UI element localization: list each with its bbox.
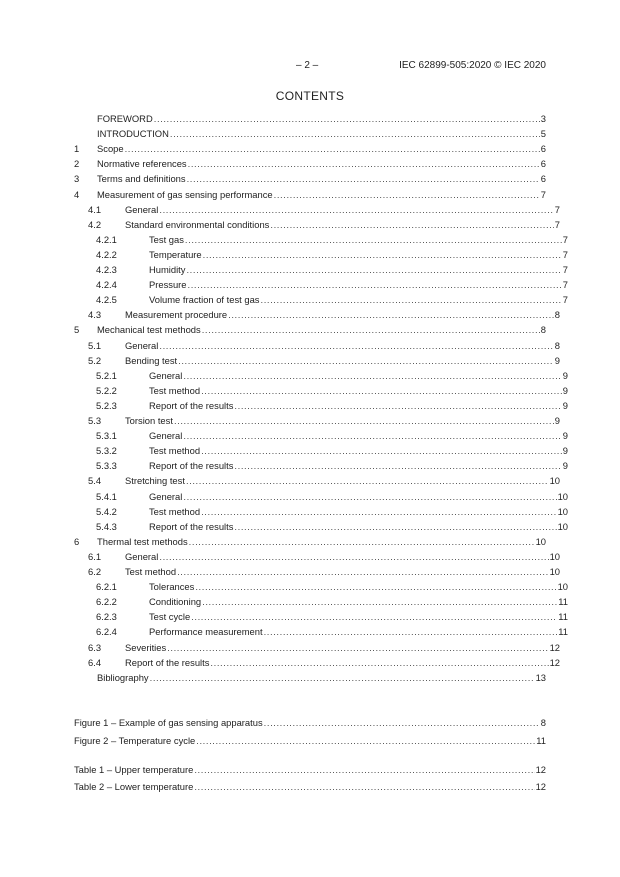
entry-number: 4.2.3 [96, 264, 117, 275]
entry-page-number: 10 [557, 581, 568, 593]
entry-number: 4.3 [88, 309, 102, 321]
entry-page-number: 9 [554, 354, 560, 366]
toc-entry[interactable] [74, 535, 546, 549]
entry-label: Humidity [149, 264, 186, 275]
entry-page-number: 9 [562, 384, 568, 396]
entry-label: Conditioning [149, 596, 202, 608]
dot-leader [188, 157, 540, 171]
toc-entry[interactable] [74, 429, 568, 443]
entry-page-number: 12 [549, 641, 560, 653]
dot-leader [260, 293, 561, 307]
entry-page-number: 7 [540, 188, 546, 200]
toc-entry[interactable] [74, 641, 560, 655]
document-reference: IEC 62899-505:2020 © IEC 2020 [399, 60, 546, 71]
dot-leader [185, 233, 562, 247]
toc-entry[interactable] [74, 308, 560, 322]
dot-leader [183, 429, 561, 443]
entry-number: 6.2 [88, 566, 102, 577]
dot-leader [189, 535, 535, 549]
entry-label: Pressure [149, 279, 187, 291]
dot-leader [270, 218, 553, 232]
toc-entry[interactable] [74, 474, 560, 488]
toc-entry[interactable] [74, 459, 568, 473]
entry-number: 5.2 [88, 354, 102, 366]
dot-leader [201, 384, 562, 398]
entry-label: General [125, 203, 159, 215]
entry-label: INTRODUCTION [97, 128, 169, 140]
entry-label: Thermal test methods [97, 535, 188, 547]
dot-leader [187, 172, 540, 186]
entry-number: 5.4 [88, 475, 102, 487]
toc-entry[interactable] [74, 490, 568, 504]
dot-leader [202, 595, 557, 609]
toc-entry[interactable] [74, 142, 546, 156]
toc-entry[interactable] [74, 218, 560, 232]
dot-leader [183, 490, 556, 504]
entry-label: Test method [125, 566, 177, 577]
entry-label: Report of the results [149, 520, 234, 532]
dot-leader [159, 550, 548, 564]
entry-label: Bibliography [97, 671, 149, 683]
entry-page-number: 11 [558, 626, 568, 638]
dot-leader [188, 278, 562, 292]
entry-number: 5.2.2 [96, 384, 117, 396]
entry-page-number: 3 [540, 113, 546, 124]
dot-leader [159, 339, 553, 353]
toc-entry[interactable] [74, 203, 560, 217]
dot-leader [167, 641, 548, 655]
entry-label: Measurement procedure [125, 309, 228, 321]
entry-label: General [125, 550, 159, 562]
entry-number: 5.2.1 [96, 369, 117, 381]
entry-number: 6.3 [88, 641, 102, 653]
toc-entry[interactable] [74, 278, 568, 292]
dot-leader [195, 580, 556, 594]
toc-entry[interactable] [74, 339, 560, 353]
toc-entry[interactable] [74, 172, 546, 186]
entry-page-number: 11 [536, 735, 546, 746]
entry-page-number: 8 [554, 339, 560, 351]
dot-leader [174, 414, 554, 428]
entry-label: Test cycle [149, 611, 191, 623]
entry-number: 4.2.4 [96, 279, 117, 291]
page-title: CONTENTS [275, 89, 345, 103]
entry-page-number: 6 [540, 143, 546, 155]
dot-leader [191, 610, 557, 624]
entry-page-number: 13 [535, 671, 546, 683]
entry-number: 4.1 [88, 203, 102, 215]
entry-page-number: 8 [554, 309, 560, 321]
page-number: – 2 – [296, 60, 319, 71]
entry-page-number: 10 [557, 520, 568, 532]
entry-label: Figure 1 – Example of gas sensing apparatus [74, 717, 263, 728]
entry-label: Torsion test [125, 415, 173, 426]
entry-page-number: 7 [562, 248, 568, 260]
toc-entry[interactable] [74, 112, 546, 126]
toc-entry[interactable] [74, 520, 568, 534]
dot-leader [125, 142, 540, 156]
toc-entry[interactable] [74, 188, 546, 202]
entry-number: 2 [74, 158, 80, 170]
toc-entry[interactable] [74, 444, 568, 458]
entry-label: FOREWORD [97, 113, 153, 124]
entry-label: Volume fraction of test gas [149, 294, 260, 306]
entry-label: Report of the results [125, 656, 210, 668]
dot-leader [194, 763, 534, 777]
dot-leader [202, 323, 540, 337]
entry-label: Test gas [149, 233, 184, 245]
entry-number: 6.2.4 [96, 626, 117, 638]
entry-number: 5 [74, 324, 80, 336]
entry-label: Figure 2 – Temperature cycle [74, 735, 196, 746]
entry-page-number: 10 [549, 475, 560, 487]
figure-entry[interactable] [74, 734, 546, 748]
page-header [0, 60, 620, 74]
toc-entry[interactable] [74, 656, 560, 670]
entry-label: Severities [125, 641, 167, 653]
entry-page-number: 7 [562, 294, 568, 306]
entry-page-number: 9 [554, 415, 560, 426]
entry-number: 4.2 [88, 218, 102, 230]
entry-page-number: 8 [540, 717, 546, 728]
entry-number: 6.2.2 [96, 596, 117, 608]
entry-label: Temperature [149, 248, 202, 260]
entry-label: Test method [149, 445, 201, 457]
entry-number: 5.4.1 [96, 490, 117, 502]
toc-entry[interactable] [74, 610, 568, 624]
entry-page-number: 12 [535, 781, 546, 792]
entry-page-number: 11 [558, 611, 568, 623]
entry-label: General [149, 430, 183, 442]
toc-entry[interactable] [74, 625, 568, 639]
entry-number: 6.2.1 [96, 581, 117, 593]
toc-entry[interactable] [74, 505, 568, 519]
toc-entry[interactable] [74, 233, 568, 247]
entry-number: 5.1 [88, 339, 102, 351]
entry-page-number: 6 [540, 158, 546, 170]
dot-leader [170, 127, 540, 141]
entry-page-number: 10 [549, 550, 560, 562]
entry-page-number: 7 [562, 264, 568, 275]
entry-label: Test method [149, 384, 201, 396]
table-entry[interactable] [74, 763, 546, 777]
dot-leader [228, 308, 554, 322]
toc-entry[interactable] [74, 127, 546, 141]
dot-leader [201, 505, 556, 519]
toc-entry[interactable] [74, 369, 568, 383]
entry-label: Scope [97, 143, 124, 155]
dot-leader [194, 780, 534, 794]
toc-entry[interactable] [74, 550, 560, 564]
entry-label: General [149, 490, 183, 502]
dot-leader [196, 734, 535, 748]
dot-leader [150, 671, 535, 685]
entry-number: 3 [74, 173, 80, 185]
entry-number: 5.4.3 [96, 520, 117, 532]
toc-entry[interactable] [74, 248, 568, 262]
entry-label: Table 2 – Lower temperature [74, 781, 194, 792]
dot-leader [264, 716, 540, 730]
entry-page-number: 5 [540, 128, 546, 140]
entry-page-number: 9 [562, 460, 568, 472]
table-entry[interactable] [74, 780, 546, 794]
entry-label: Mechanical test methods [97, 324, 201, 336]
entry-number: 4.2.5 [96, 294, 117, 306]
entry-label: General [125, 339, 159, 351]
entry-label: Report of the results [149, 460, 234, 472]
entry-number: 4 [74, 188, 80, 200]
entry-number: 5.4.2 [96, 505, 117, 517]
entry-page-number: 9 [562, 369, 568, 381]
entry-page-number: 10 [557, 490, 568, 502]
dot-leader [234, 520, 556, 534]
entry-label: General [149, 369, 183, 381]
entry-page-number: 6 [540, 173, 546, 185]
entry-number: 5.3.3 [96, 460, 117, 472]
toc-entry[interactable] [74, 354, 560, 368]
toc-entry[interactable] [74, 263, 568, 277]
entry-page-number: 12 [535, 764, 546, 775]
entry-label: Normative references [97, 158, 187, 170]
entry-label: Stretching test [125, 475, 185, 487]
entry-label: Standard environmental conditions [125, 218, 270, 230]
dot-leader [234, 399, 561, 413]
toc-entry[interactable] [74, 580, 568, 594]
entry-number: 5.3.2 [96, 445, 117, 457]
entry-label: Bending test [125, 354, 178, 366]
entry-page-number: 7 [554, 218, 560, 230]
entry-number: 6.4 [88, 656, 102, 668]
entry-number: 4.2.2 [96, 248, 117, 260]
dot-leader [159, 203, 553, 217]
entry-page-number: 10 [549, 566, 560, 577]
toc-entry[interactable] [74, 157, 546, 171]
dot-leader [264, 625, 558, 639]
entry-page-number: 10 [557, 505, 568, 517]
entry-label: Measurement of gas sensing performance [97, 188, 273, 200]
entry-number: 6.2.3 [96, 611, 117, 623]
toc-entry[interactable] [74, 595, 568, 609]
entry-number: 5.3.1 [96, 430, 117, 442]
dot-leader [210, 656, 548, 670]
entry-number: 5.3 [88, 415, 102, 426]
entry-page-number: 12 [549, 656, 560, 668]
dot-leader [177, 565, 548, 579]
dot-leader [274, 188, 540, 202]
entry-label: Performance measurement [149, 626, 263, 638]
entry-page-number: 9 [562, 399, 568, 411]
dot-leader [234, 459, 561, 473]
toc-entry[interactable] [74, 293, 568, 307]
entry-page-number: 9 [562, 430, 568, 442]
toc-entry[interactable] [74, 323, 546, 337]
entry-label: Table 1 – Upper temperature [74, 764, 194, 775]
figure-entry[interactable] [74, 716, 546, 730]
dot-leader [178, 354, 554, 368]
entry-page-number: 7 [562, 233, 568, 245]
entry-number: 6 [74, 535, 80, 547]
toc-entry[interactable] [74, 565, 560, 579]
entry-page-number: 9 [562, 445, 568, 457]
dot-leader [201, 444, 562, 458]
dot-leader [183, 369, 561, 383]
entry-label: Tolerances [149, 581, 195, 593]
dot-leader [203, 248, 562, 262]
entry-page-number: 10 [535, 535, 546, 547]
dot-leader [186, 263, 561, 277]
entry-number: 4.2.1 [96, 233, 117, 245]
dot-leader [154, 112, 540, 126]
entry-number: 1 [74, 143, 80, 155]
toc-entry[interactable] [74, 384, 568, 398]
entry-page-number: 7 [554, 203, 560, 215]
entry-label: Test method [149, 505, 201, 517]
toc-entry[interactable] [74, 399, 568, 413]
toc-entry[interactable] [74, 414, 560, 428]
entry-number: 6.1 [88, 550, 102, 562]
entry-label: Terms and definitions [97, 173, 186, 185]
entry-number: 5.2.3 [96, 399, 117, 411]
entry-page-number: 11 [558, 596, 568, 608]
entry-page-number: 7 [562, 279, 568, 291]
dot-leader [186, 474, 549, 488]
entry-page-number: 8 [540, 324, 546, 336]
entry-label: Report of the results [149, 399, 234, 411]
toc-entry[interactable] [74, 671, 546, 685]
